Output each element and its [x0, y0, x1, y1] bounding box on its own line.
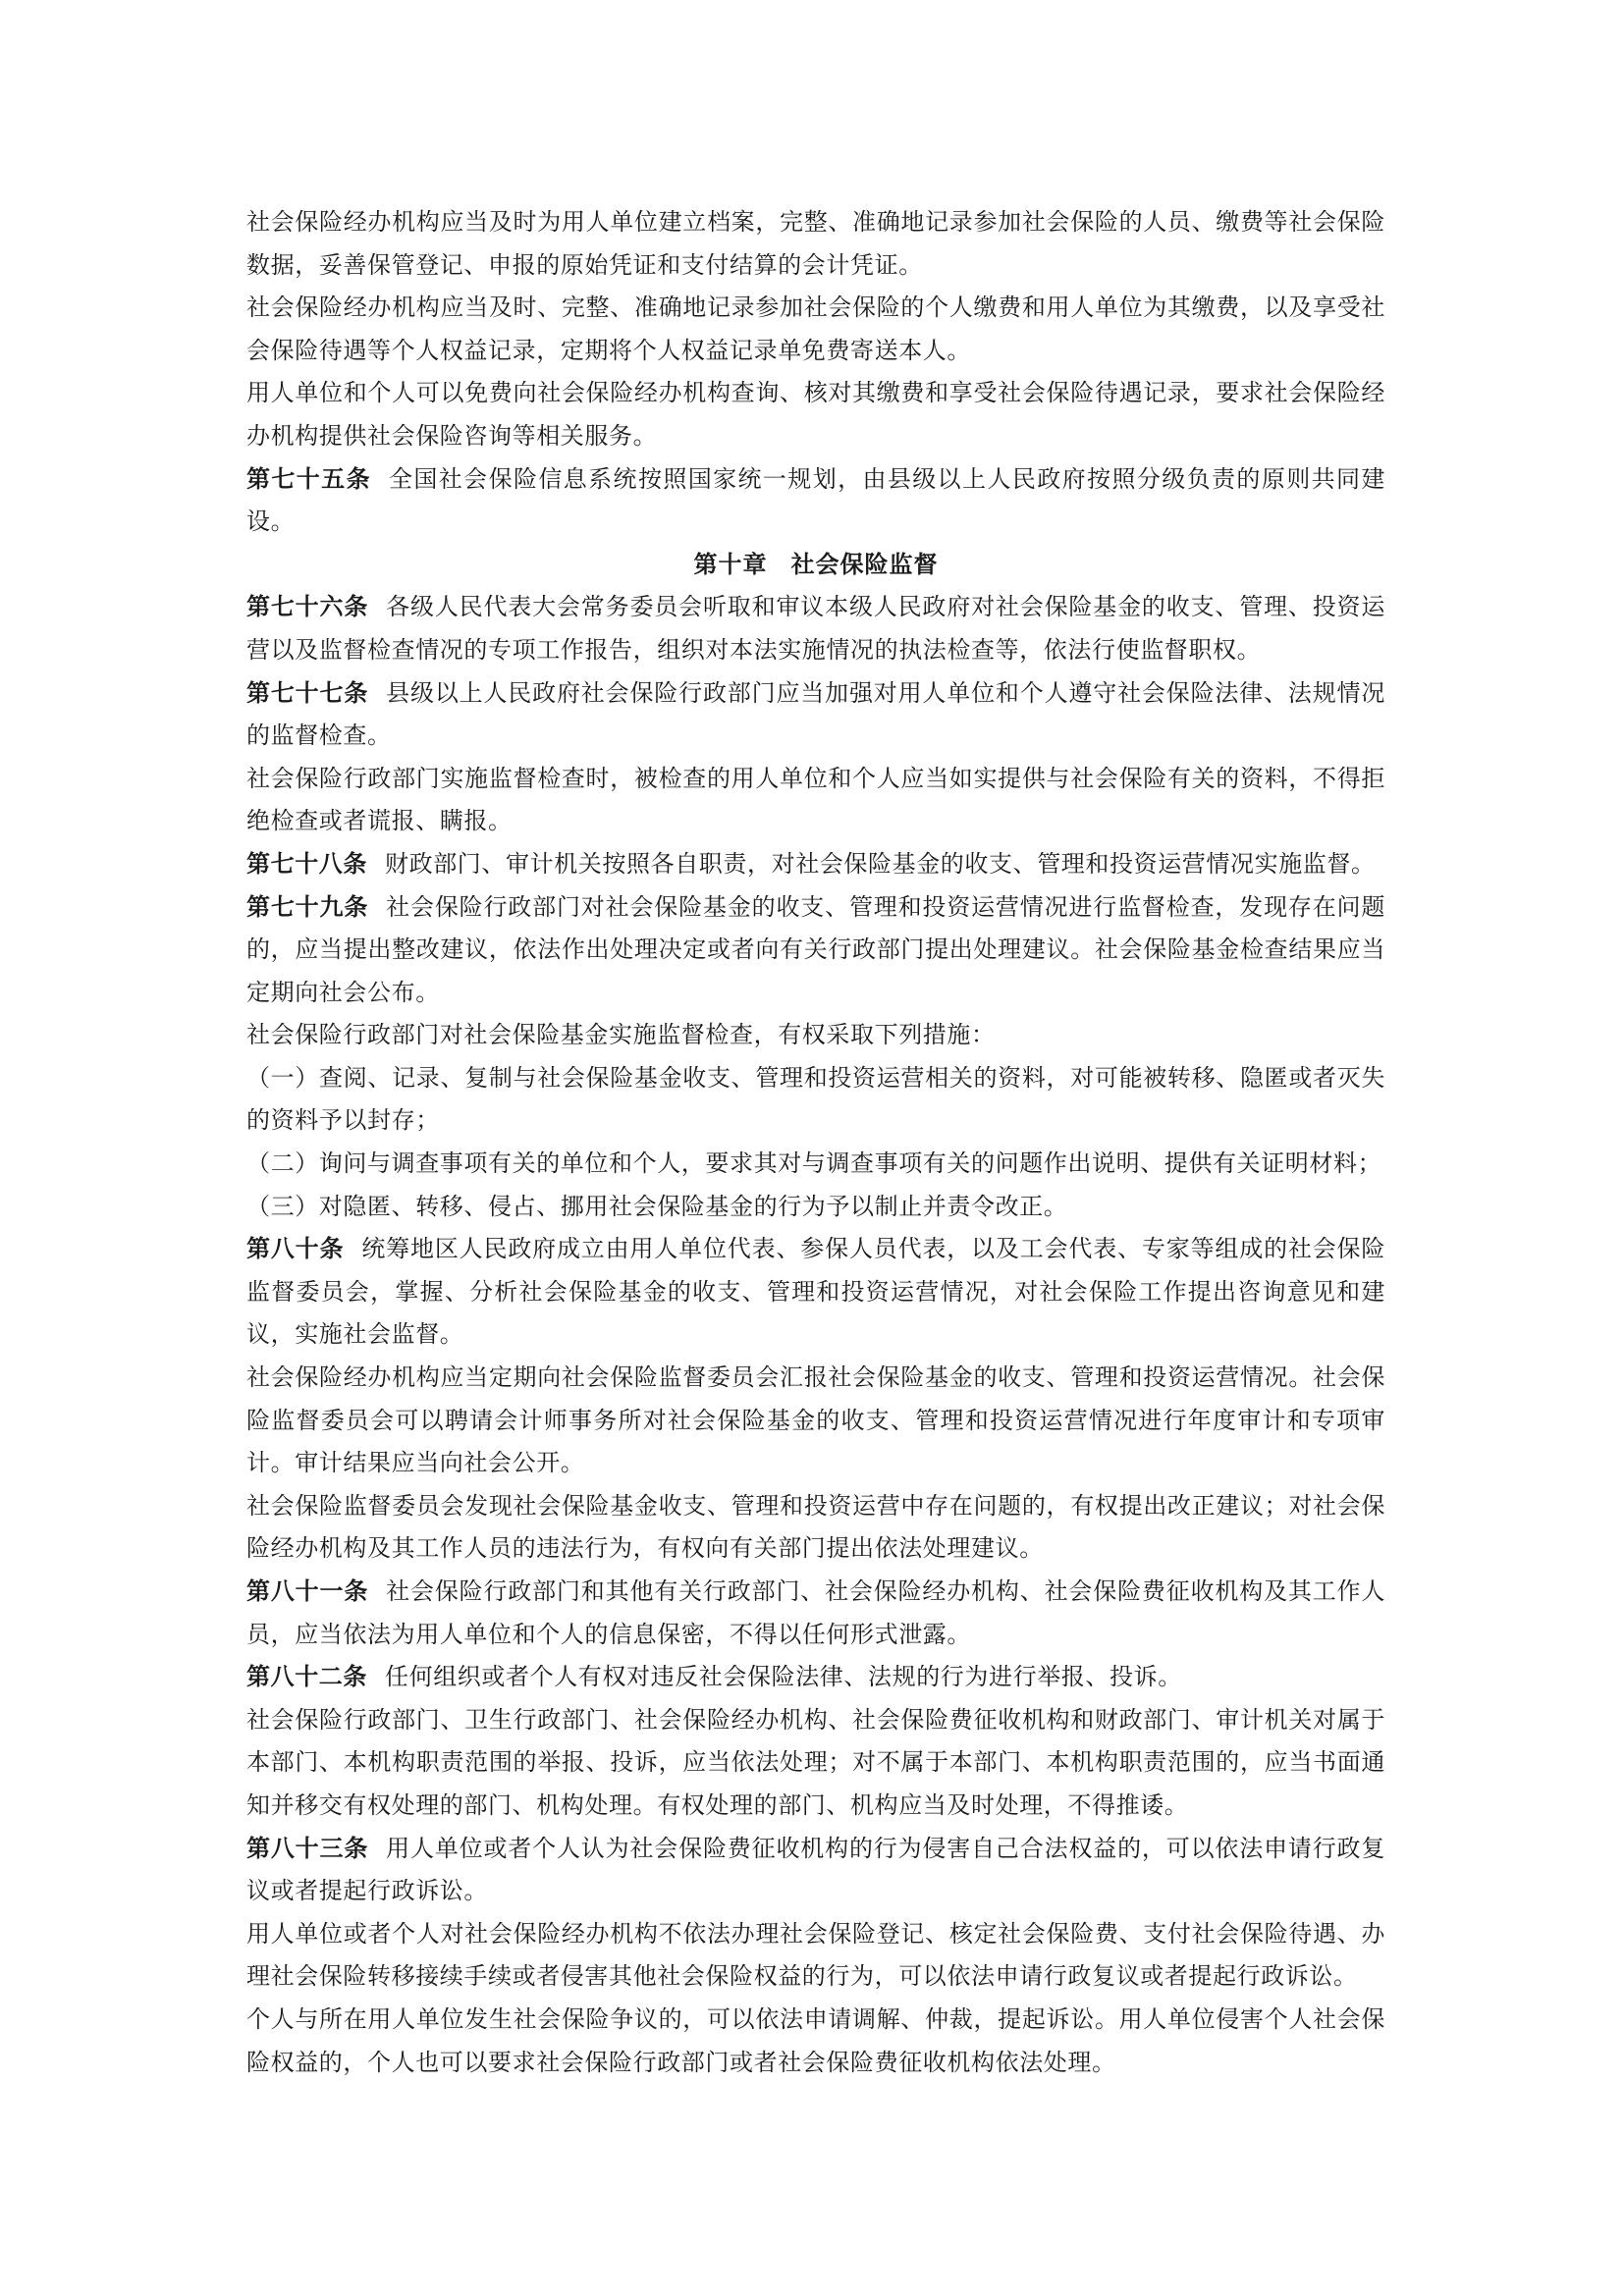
article-81	[246, 1571, 1385, 1656]
paragraph: 个人与所在用人单位发生社会保险争议的，可以依法申请调解、仲裁，提起诉讼。用人单位侵害个人社会保险权益的，个人也可以要求社会保险行政部门或者社会保险费征收机构依法处理。	[246, 2004, 1385, 2076]
article-83	[246, 1828, 1385, 1913]
list-item: （三）对隐匿、转移、侵占、挪用社会保险基金的行为予以制止并责令改正。	[246, 1192, 1068, 1220]
paragraph: 用人单位或者个人对社会保险经办机构不依法办理社会保险登记、核定社会保险费、支付社会保险待遇、办理社会保险转移接续手续或者侵害其他社会保险权益的行为，可以依法申请行政复议或者提起行政诉讼。	[246, 1919, 1385, 1991]
article-text: 社会保险行政部门对社会保险基金的收支、管理和投资运营情况进行监督检查，发现存在问题的，应当提出整改建议，依法作出处理决定或者向有关行政部门提出处理建议。社会保险基金检查结果应当定期向社会公布。	[246, 892, 1385, 1006]
paragraph: 社会保险经办机构应当及时为用人单位建立档案，完整、准确地记录参加社会保险的人员、缴费等社会保险数据，妥善保管登记、申报的原始凭证和支付结算的会计凭证。	[246, 208, 1385, 279]
article-76	[246, 586, 1385, 671]
chapter-heading	[246, 544, 1385, 587]
paragraph: 社会保险行政部门对社会保险基金实施监督检查，有权采取下列措施：	[246, 1021, 996, 1049]
article-text: 任何组织或者个人有权对违反社会保险法律、法规的行为进行举报、投诉。	[385, 1663, 1182, 1691]
paragraph: 社会保险经办机构应当定期向社会保险监督委员会汇报社会保险基金的收支、管理和投资运营情况。社会保险监督委员会可以聘请会计师事务所对社会保险基金的收支、管理和投资运营情况进行年度审计和专项审计。审计结果应当向社会公开。	[246, 1363, 1385, 1477]
article-77	[246, 672, 1385, 758]
list-item: （二）询问与调查事项有关的单位和个人，要求其对与调查事项有关的问题作出说明、提供有关证明材料；	[246, 1149, 1382, 1178]
paragraph: 用人单位和个人可以免费向社会保险经办机构查询、核对其缴费和享受社会保险待遇记录，要求社会保险经办机构提供社会保险咨询等相关服务。	[246, 379, 1385, 450]
article-78	[246, 843, 1385, 886]
article-text: 财政部门、审计机关按照各自职责，对社会保险基金的收支、管理和投资运营情况实施监督。	[385, 849, 1376, 878]
paragraph: 社会保险行政部门实施监督检查时，被检查的用人单位和个人应当如实提供与社会保险有关的资料，不得拒绝检查或者谎报、瞒报。	[246, 764, 1385, 835]
article-text: 统筹地区人民政府成立由用人单位代表、参保人员代表，以及工会代表、专家等组成的社会保险监督委员会，掌握、分析社会保险基金的收支、管理和投资运营情况，对社会保险工作提出咨询意见和建议，实施社会监督。	[246, 1235, 1385, 1349]
article-number: 第七十九条	[246, 892, 369, 921]
article-number: 第七十五条	[246, 464, 371, 493]
article-text: 用人单位或者个人认为社会保险费征收机构的行为侵害自己合法权益的，可以依法申请行政复议或者提起行政诉讼。	[246, 1834, 1385, 1905]
document-body	[246, 201, 1385, 2084]
chapter-number: 第十章	[693, 550, 768, 578]
article-text: 社会保险行政部门和其他有关行政部门、社会保险经办机构、社会保险费征收机构及其工作人员，应当依法为用人单位和个人的信息保密，不得以任何形式泄露。	[246, 1577, 1385, 1648]
article-text: 县级以上人民政府社会保险行政部门应当加强对用人单位和个人遵守社会保险法律、法规情况的监督检查。	[246, 678, 1385, 750]
article-number: 第八十条	[246, 1235, 345, 1263]
paragraph: 社会保险行政部门、卫生行政部门、社会保险经办机构、社会保险费征收机构和财政部门、审计机关对属于本部门、本机构职责范围的举报、投诉，应当依法处理；对不属于本部门、本机构职责范围的，应当书面通知并移交有权处理的部门、机构处理。有权处理的部门、机构应当及时处理，不得推诿。	[246, 1705, 1385, 1819]
article-text: 各级人民代表大会常务委员会听取和审议本级人民政府对社会保险基金的收支、管理、投资运营以及监督检查情况的专项工作报告，组织对本法实施情况的执法检查等，依法行使监督职权。	[246, 593, 1385, 664]
chapter-title: 社会保险监督	[790, 550, 939, 578]
article-text: 全国社会保险信息系统按照国家统一规划，由县级以上人民政府按照分级负责的原则共同建设。	[246, 464, 1386, 536]
article-79	[246, 886, 1385, 1015]
article-80	[246, 1228, 1385, 1357]
article-number: 第八十三条	[246, 1834, 369, 1862]
article-number: 第七十六条	[246, 593, 369, 621]
article-number: 第七十七条	[246, 678, 369, 707]
article-75	[246, 458, 1385, 544]
article-number: 第八十一条	[246, 1577, 369, 1605]
article-82	[246, 1656, 1385, 1699]
article-number: 第八十二条	[246, 1663, 367, 1691]
list-item: （一）查阅、记录、复制与社会保险基金收支、管理和投资运营相关的资料，对可能被转移、隐匿或者灭失的资料予以封存；	[246, 1063, 1385, 1135]
paragraph: 社会保险监督委员会发现社会保险基金收支、管理和投资运营中存在问题的，有权提出改正建议；对社会保险经办机构及其工作人员的违法行为，有权向有关部门提出依法处理建议。	[246, 1491, 1385, 1563]
article-number: 第七十八条	[246, 849, 367, 878]
paragraph: 社会保险经办机构应当及时、完整、准确地记录参加社会保险的个人缴费和用人单位为其缴费，以及享受社会保险待遇等个人权益记录，定期将个人权益记录单免费寄送本人。	[246, 294, 1385, 364]
